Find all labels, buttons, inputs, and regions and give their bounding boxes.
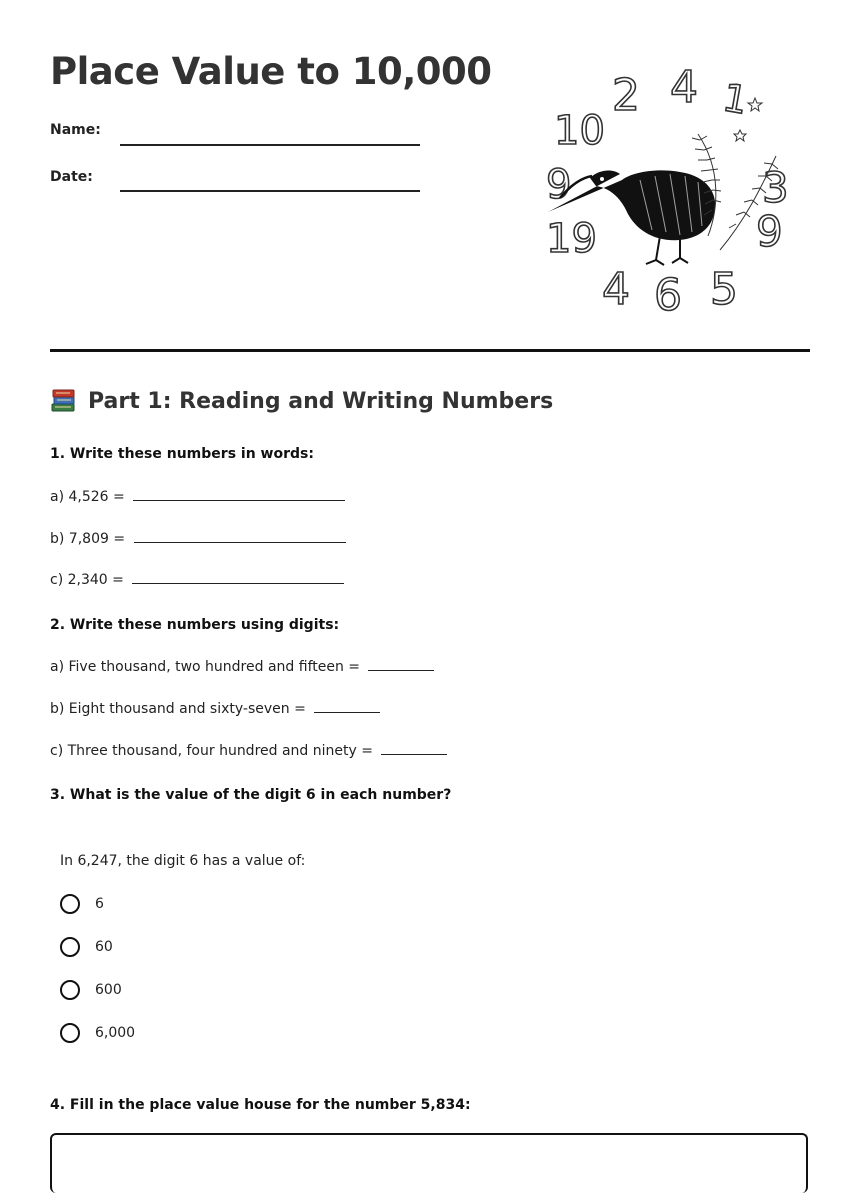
illustration-number: 5	[710, 264, 738, 315]
answer-blank[interactable]	[381, 742, 447, 755]
question-4-title: 4. Fill in the place value house for the number 5,834:	[50, 1097, 471, 1113]
question-2c	[50, 742, 447, 759]
books-icon	[50, 388, 78, 414]
option-label: 6,000	[95, 1025, 136, 1041]
illustration-number: 4	[670, 62, 698, 113]
place-value-house	[50, 1133, 808, 1193]
question-3-prompt: In 6,247, the digit 6 has a value of:	[60, 853, 306, 869]
question-2-title: 2. Write these numbers using digits:	[50, 617, 340, 633]
radio-button[interactable]	[60, 980, 80, 1000]
radio-button[interactable]	[60, 1023, 80, 1043]
option-60[interactable]	[60, 937, 113, 957]
date-label: Date:	[50, 169, 93, 185]
illustration-number: 1	[719, 75, 751, 123]
answer-blank[interactable]	[134, 530, 346, 543]
answer-blank[interactable]	[314, 700, 380, 713]
name-field[interactable]	[120, 144, 420, 146]
option-label: 6	[95, 896, 104, 912]
question-2a	[50, 658, 434, 675]
illustration-number: 9	[756, 207, 783, 256]
option-600[interactable]	[60, 980, 122, 1000]
illustration-number: 6	[654, 270, 682, 320]
page-title: Place Value to 10,000	[50, 50, 492, 93]
question-2b	[50, 700, 380, 717]
answer-blank[interactable]	[133, 488, 345, 501]
radio-button[interactable]	[60, 894, 80, 914]
illustration-number: 19	[546, 216, 597, 262]
divider	[50, 349, 810, 352]
option-6000[interactable]	[60, 1023, 135, 1043]
option-label: 600	[95, 982, 122, 998]
name-label: Name:	[50, 122, 101, 138]
question-1c	[50, 571, 344, 588]
illustration-number: 2	[612, 70, 640, 121]
question-1c-text: c) 2,340 =	[50, 572, 124, 588]
question-2c-text: c) Three thousand, four hundred and ninety =	[50, 743, 373, 759]
option-label: 60	[95, 939, 113, 955]
date-field[interactable]	[120, 190, 420, 192]
question-1b-text: b) 7,809 =	[50, 531, 126, 547]
question-1-title: 1. Write these numbers in words:	[50, 446, 314, 462]
answer-blank[interactable]	[368, 658, 434, 671]
section-heading-text: Part 1: Reading and Writing Numbers	[88, 388, 554, 414]
answer-blank[interactable]	[132, 571, 344, 584]
illustration-number: 9	[546, 162, 572, 208]
illustration-number: 3	[762, 163, 789, 212]
section-heading	[50, 388, 553, 414]
question-1a	[50, 488, 345, 505]
illustration-number: 4	[602, 264, 630, 315]
question-1b	[50, 530, 346, 547]
radio-button[interactable]	[60, 937, 80, 957]
option-6[interactable]	[60, 894, 104, 914]
question-3-title: 3. What is the value of the digit 6 in each number?	[50, 787, 452, 803]
kiwi-numbers-illustration	[540, 60, 810, 320]
question-1a-text: a) 4,526 =	[50, 489, 125, 505]
question-2a-text: a) Five thousand, two hundred and fifteen =	[50, 659, 361, 675]
question-2b-text: b) Eight thousand and sixty-seven =	[50, 701, 306, 717]
illustration-number: 10	[554, 108, 605, 154]
